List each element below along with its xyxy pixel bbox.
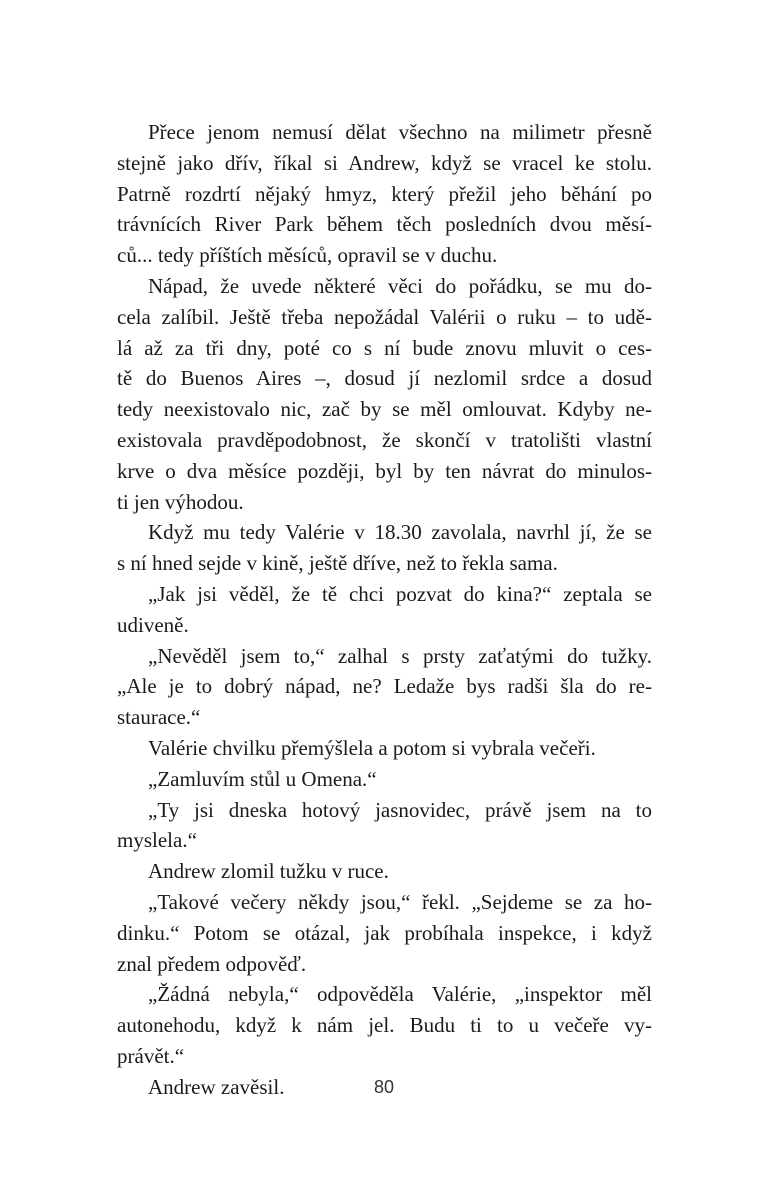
text-line: Andrew zavěsil.	[148, 1074, 285, 1099]
text-line: dinku.“ Potom se otázal, jak probíhala inspekce, i když	[117, 920, 652, 945]
text-line: znal předem odpověď.	[117, 951, 307, 976]
text-line: cela zalíbil. Ještě třeba nepožádal Valérii o ruku – to udě-	[117, 304, 652, 329]
paragraph	[117, 271, 652, 517]
text-line: s ní hned sejde v kině, ještě dříve, než to řekla sama.	[117, 551, 558, 576]
paragraph	[117, 517, 652, 579]
paragraph	[117, 117, 652, 271]
text-line: krve o dva měsíce později, byl by ten návrat do minulos-	[117, 458, 652, 483]
paragraph	[117, 887, 652, 979]
paragraph	[117, 856, 652, 887]
text-line: udiveně.	[117, 612, 189, 637]
text-line: „Takové večery někdy jsou,“ řekl. „Sejdeme se za ho-	[148, 889, 652, 914]
paragraph	[117, 733, 652, 764]
paragraph	[117, 795, 652, 857]
text-line: Když mu tedy Valérie v 18.30 zavolala, navrhl jí, že se	[148, 520, 652, 545]
text-line: trávnících River Park během těch posledních dvou měsí-	[117, 212, 652, 237]
text-line: „Nevěděl jsem to,“ zalhal s prsty zaťatými do tužky.	[148, 643, 652, 668]
page-number: 80	[373, 1077, 395, 1097]
text-line: staurace.“	[117, 705, 201, 730]
paragraph	[117, 641, 652, 733]
text-line: „Ale je to dobrý nápad, ne? Ledaže bys radši šla do re-	[117, 674, 652, 699]
text-line: „Zamluvím stůl u Omena.“	[148, 766, 377, 791]
text-line: tedy neexistovalo nic, zač by se měl omlouvat. Kdyby ne-	[117, 397, 652, 422]
text-line: tě do Buenos Aires –, dosud jí nezlomil srdce a dosud	[117, 366, 652, 391]
text-line: „Jak jsi věděl, že tě chci pozvat do kina?“ zeptala se	[148, 581, 652, 606]
paragraph	[117, 764, 652, 795]
paragraph	[117, 979, 652, 1071]
text-line: Andrew zlomil tužku v ruce.	[148, 859, 389, 884]
body-text	[117, 117, 652, 1103]
text-line: „Ty jsi dneska hotový jasnovidec, právě jsem na to	[148, 797, 652, 822]
text-line: „Žádná nebyla,“ odpověděla Valérie, „inspektor měl	[148, 982, 652, 1007]
text-line: ti jen výhodou.	[117, 489, 244, 514]
text-line: právět.“	[117, 1043, 185, 1068]
text-line: existovala pravděpodobnost, že skončí v tratolišti vlastní	[117, 427, 652, 452]
paragraph	[117, 579, 652, 641]
text-line: ců... tedy příštích měsíců, opravil se v duchu.	[117, 243, 498, 268]
text-line: myslela.“	[117, 828, 197, 853]
text-line: Patrně rozdrtí nějaký hmyz, který přežil jeho běhání po	[117, 181, 652, 206]
text-line: Přece jenom nemusí dělat všechno na milimetr přesně	[148, 120, 652, 144]
text-line: stejně jako dřív, říkal si Andrew, když se vracel ke stolu.	[117, 150, 652, 175]
text-line: lá až za tři dny, poté co s ní bude znovu mluvit o ces-	[117, 335, 652, 360]
text-line: autonehodu, když k nám jel. Budu ti to u večeře vy-	[117, 1013, 652, 1038]
text-line: Valérie chvilku přemýšlela a potom si vybrala večeři.	[148, 735, 596, 760]
text-line: Nápad, že uvede některé věci do pořádku, se mu do-	[148, 273, 652, 298]
